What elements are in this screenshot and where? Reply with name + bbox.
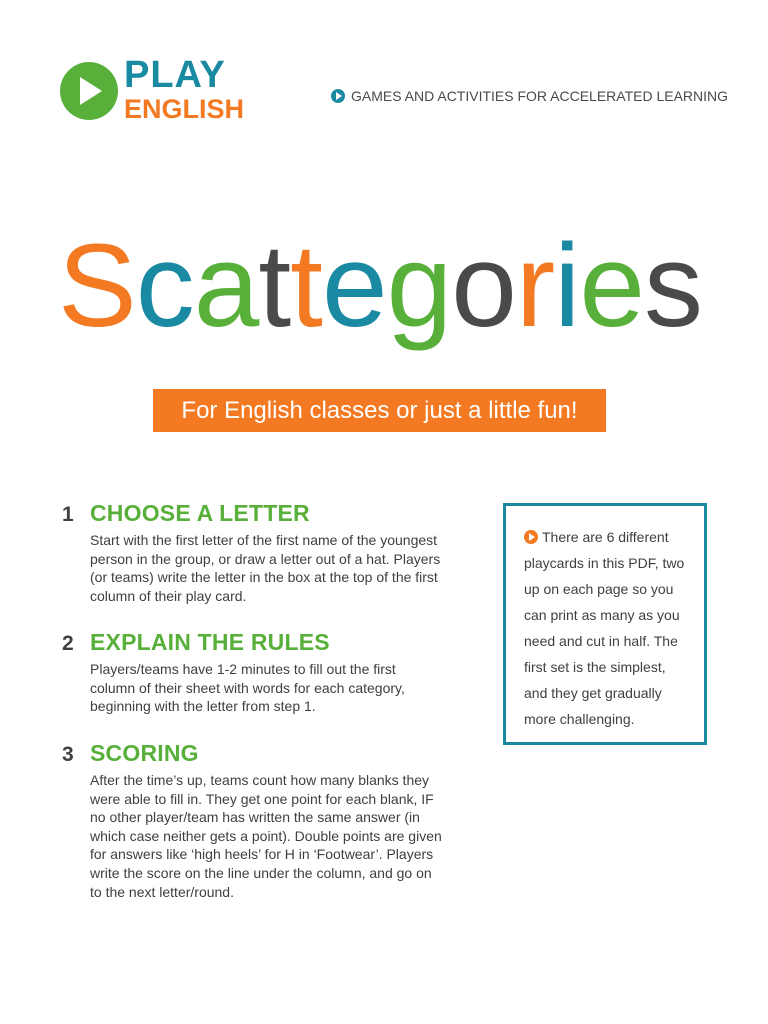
page-title	[58, 222, 702, 352]
title-letter: c	[135, 220, 194, 352]
play-english-logo	[60, 54, 260, 126]
step-number: 1	[62, 503, 74, 526]
step-number: 2	[62, 632, 74, 655]
step-body: Start with the first letter of the first name of the youngest person in the group, or draw a letter out of a hat. Players (or teams) write the letter in the box at the top of the first column of their play card.	[90, 532, 441, 604]
tagline	[331, 88, 728, 104]
title-letter: s	[644, 220, 703, 352]
info-note-box	[503, 503, 707, 745]
step-1	[62, 500, 442, 605]
step-body: After the time’s up, teams count how many blanks they were able to fill in. They get one point for each blank, IF no other player/team has written the same answer (in which case neither gets a point). Double points are given for answers like ‘high heels’ for H in ‘Footwear’. Players write the score on the line under the column, and go on to the next letter/round.	[90, 772, 442, 900]
title-letter: S	[58, 220, 136, 352]
step-number: 3	[62, 743, 74, 766]
play-icon	[60, 62, 118, 120]
title-letter: i	[554, 220, 580, 352]
step-title: EXPLAIN THE RULES	[90, 629, 330, 655]
play-bullet-icon	[331, 89, 345, 103]
step-body: Players/teams have 1-2 minutes to fill out the first column of their sheet with words for each category, beginning with the letter from step 1.	[90, 661, 405, 715]
note-text: There are 6 different playcards in this PDF, two up on each page so you can print as many as you need and cut in half. The first set is the simplest, and they get gradually more challenging.	[524, 529, 685, 727]
title-letter: g	[386, 220, 452, 352]
title-letter: e	[321, 220, 387, 352]
title-letter: a	[193, 220, 259, 352]
title-letter: t	[290, 220, 322, 352]
play-bullet-icon	[524, 530, 538, 544]
subtitle-banner: For English classes or just a little fun!	[153, 389, 606, 432]
title-letter: o	[451, 220, 516, 352]
title-letter: t	[258, 220, 291, 352]
title-letter: r	[515, 220, 555, 352]
title-letter: e	[579, 220, 645, 352]
step-title: CHOOSE A LETTER	[90, 500, 310, 526]
tagline-text: GAMES AND ACTIVITIES FOR ACCELERATED LEARNING	[351, 88, 729, 104]
step-3	[62, 740, 442, 901]
logo-word-english: ENGLISH	[124, 94, 245, 124]
note-content	[524, 524, 692, 732]
logo-word-play: PLAY	[124, 54, 226, 96]
step-title: SCORING	[90, 740, 199, 766]
step-2	[62, 629, 442, 716]
